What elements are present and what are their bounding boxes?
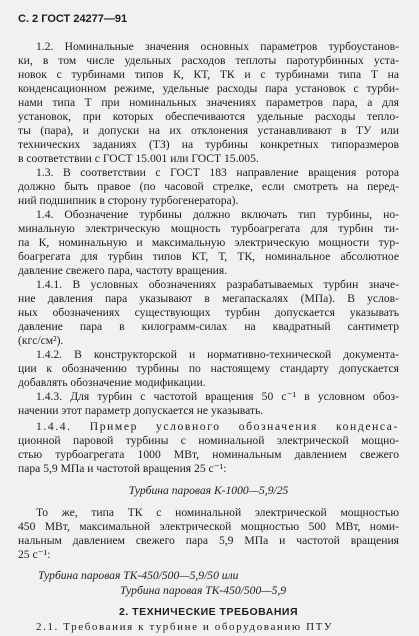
text-line: 1.4.2. В конструкторской и нормативно-технической документа- xyxy=(36,348,399,361)
text-line: То же, типа ТК с номинальной электрической мощностью xyxy=(36,506,399,519)
text-line: давление пара в килограмм-силах на квадратный сантиметр xyxy=(18,320,399,333)
text-line: 1.4.4. Пример условного обозначения конденса- xyxy=(36,420,399,433)
text-line: добавлять обозначение модификации. xyxy=(18,376,206,389)
text-line: ционной паровой турбины с номинальной электрической мощно- xyxy=(18,434,399,447)
text-line: нами типа Т при номинальных значениях параметров пара, а для xyxy=(18,96,399,109)
designation-example: Турбина паровая К-1000—5,9/25 xyxy=(128,484,289,497)
text-line: ции к обозначению турбины по настоящему стандарту допускается xyxy=(18,362,399,375)
text-line: нальным давлением свежего пара 5,9 МПа и частотой вращения xyxy=(18,534,399,547)
text-line: давление свежего пара, частоту вращения. xyxy=(18,264,228,277)
text-line: па К, номинальную и максимальную электрическую мощности тур- xyxy=(18,236,399,249)
subsection-heading: 2.1. Требования к турбине и оборудованию ПТУ xyxy=(36,621,334,633)
text-line: 1.4. Обозначение турбины должно включать тип турбины, но- xyxy=(36,208,399,221)
text-line: 1.4.1. В условных обозначениях разрабатываемых турбин значе- xyxy=(36,278,399,291)
text-line: ты (пара), и допуски на их отклонения устанавливают в ТУ или xyxy=(18,124,399,137)
text-line: минальную электрическую мощность турбоагрегата для турбин ти- xyxy=(18,222,399,235)
text-line: (кгс/см²). xyxy=(18,334,64,347)
text-line: пара 5,9 МПа и частотой вращения 25 с⁻¹: xyxy=(18,462,227,475)
text-line: 1.4.3. Для турбин с частотой вращения 50 с⁻¹ в условном обоз- xyxy=(36,390,399,403)
text-line: ние давления пара указывают в мегапаскалях (МПа). В услов- xyxy=(18,292,399,305)
text-line: начении этот параметр допускается не указывать. xyxy=(18,404,264,417)
text-line: стью турбоагрегата 1000 МВт, номинальным давлением свежего xyxy=(18,448,399,461)
text-line: 450 МВт, максимальной электрической мощностью 500 МВт, номи- xyxy=(18,520,399,533)
text-line: боагрегата для турбин типов КТ, Т, ТК, номинальное абсолютное xyxy=(18,250,399,263)
text-line: в соответствии с ГОСТ 15.001 или ГОСТ 15.005. xyxy=(18,152,259,165)
text-line: 1.3. В соответствии с ГОСТ 183 направление вращения ротора xyxy=(36,166,399,179)
text-line: технических заданиях (ТЗ) на турбины конкретных типоразмеров xyxy=(18,138,399,151)
text-line: ных обозначениях существующих турбин допускается указывать xyxy=(18,306,399,319)
text-line: ки, в том числе удельных расходов теплоты паротурбинных уста- xyxy=(18,54,399,67)
text-line: 25 с⁻¹: xyxy=(18,548,51,561)
text-line: установок, при которых обеспечиваются удельные расходы тепло- xyxy=(18,110,399,123)
text-line: конденсационном режиме, удельные расходы пара установок с турби- xyxy=(18,82,399,95)
designation-example: Турбина паровая ТК-450/500—5,9/50 или xyxy=(38,569,239,582)
section-heading: 2. ТЕХНИЧЕСКИЕ ТРЕБОВАНИЯ xyxy=(118,606,299,618)
page-header: С. 2 ГОСТ 24277—91 xyxy=(18,13,128,25)
text-line: новок с турбинами типов К, КТ, ТК и с турбинами типа Т на xyxy=(18,68,399,81)
designation-example: Турбина паровая ТК-450/500—5,9 xyxy=(120,584,287,597)
text-line: ний подшипник в сторону турбогенератора). xyxy=(18,194,239,207)
text-line: должно быть правое (по часовой стрелке, если смотреть на перед- xyxy=(18,180,399,193)
text-line: 1.2. Номинальные значения основных параметров турбоустанов- xyxy=(36,40,399,53)
